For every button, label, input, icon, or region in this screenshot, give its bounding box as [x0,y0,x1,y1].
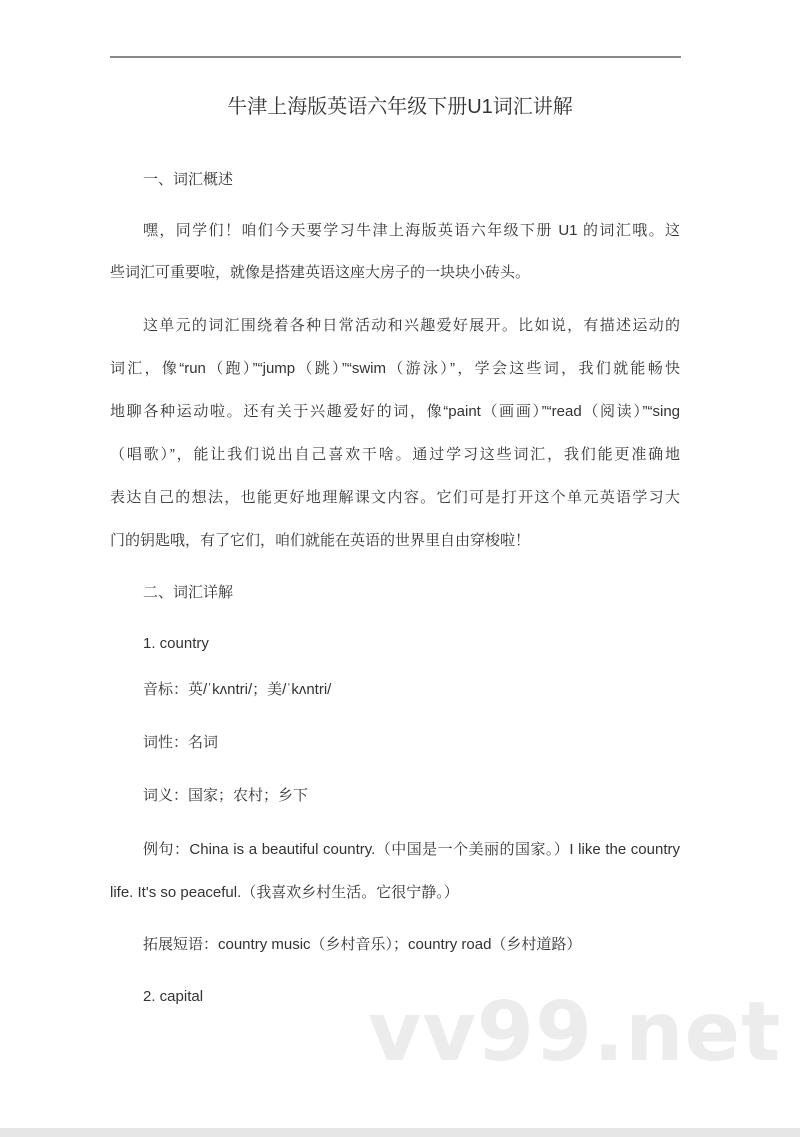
page-title: 牛津上海版英语六年级下册U1词汇讲解 [227,96,573,118]
page-bottom-edge [0,1128,800,1137]
paragraph-line: 地聊各种运动啦。还有关于兴趣爱好的词，像“paint（画画）”“read（阅读）”“sing [110,403,680,420]
word-meaning: 词义：国家；农村；乡下 [143,787,309,804]
section-heading-overview: 一、词汇概述 [143,171,234,188]
word-heading: 2. capital [143,988,204,1005]
word-example: 例句：China is a beautiful country.（中国是一个美丽的国家。）I like the country [143,841,680,858]
word-part-of-speech: 词性：名词 [143,734,219,751]
paragraph-line: （唱歌）”，能让我们说出自己喜欢干啥。通过学习这些词汇，我们能更准确地 [110,446,680,463]
paragraph-line: 门的钥匙哦，有了它们，咱们就能在英语的世界里自由穿梭啦！ [110,532,531,549]
paragraph-line: 表达自己的想法，也能更好地理解课文内容。它们可是打开这个单元英语学习大 [110,489,680,506]
paragraph-line: 嘿，同学们！咱们今天要学习牛津上海版英语六年级下册 U1 的词汇哦。这 [143,222,680,239]
paragraph-line: 些词汇可重要啦，就像是搭建英语这座大房子的一块块小砖头。 [110,264,531,281]
paragraph-line: 这单元的词汇围绕着各种日常活动和兴趣爱好展开。比如说，有描述运动的 [143,317,680,334]
word-example: life. It's so peaceful.（我喜欢乡村生活。它很宁静。） [110,884,459,901]
word-heading: 1. country [143,635,209,652]
word-phonetic: 音标：英/ˈkʌntri/；美/ˈkʌntri/ [143,681,332,698]
paragraph-line: 词汇，像“run（跑）”“jump（跳）”“swim（游泳）”，学会这些词，我们就能畅快 [110,360,680,377]
watermark: vv99.net [368,985,782,1080]
header-rule [110,56,681,58]
section-heading-details: 二、词汇详解 [143,584,234,601]
word-phrases: 拓展短语：country music（乡村音乐）；country road（乡村道路） [143,936,582,953]
